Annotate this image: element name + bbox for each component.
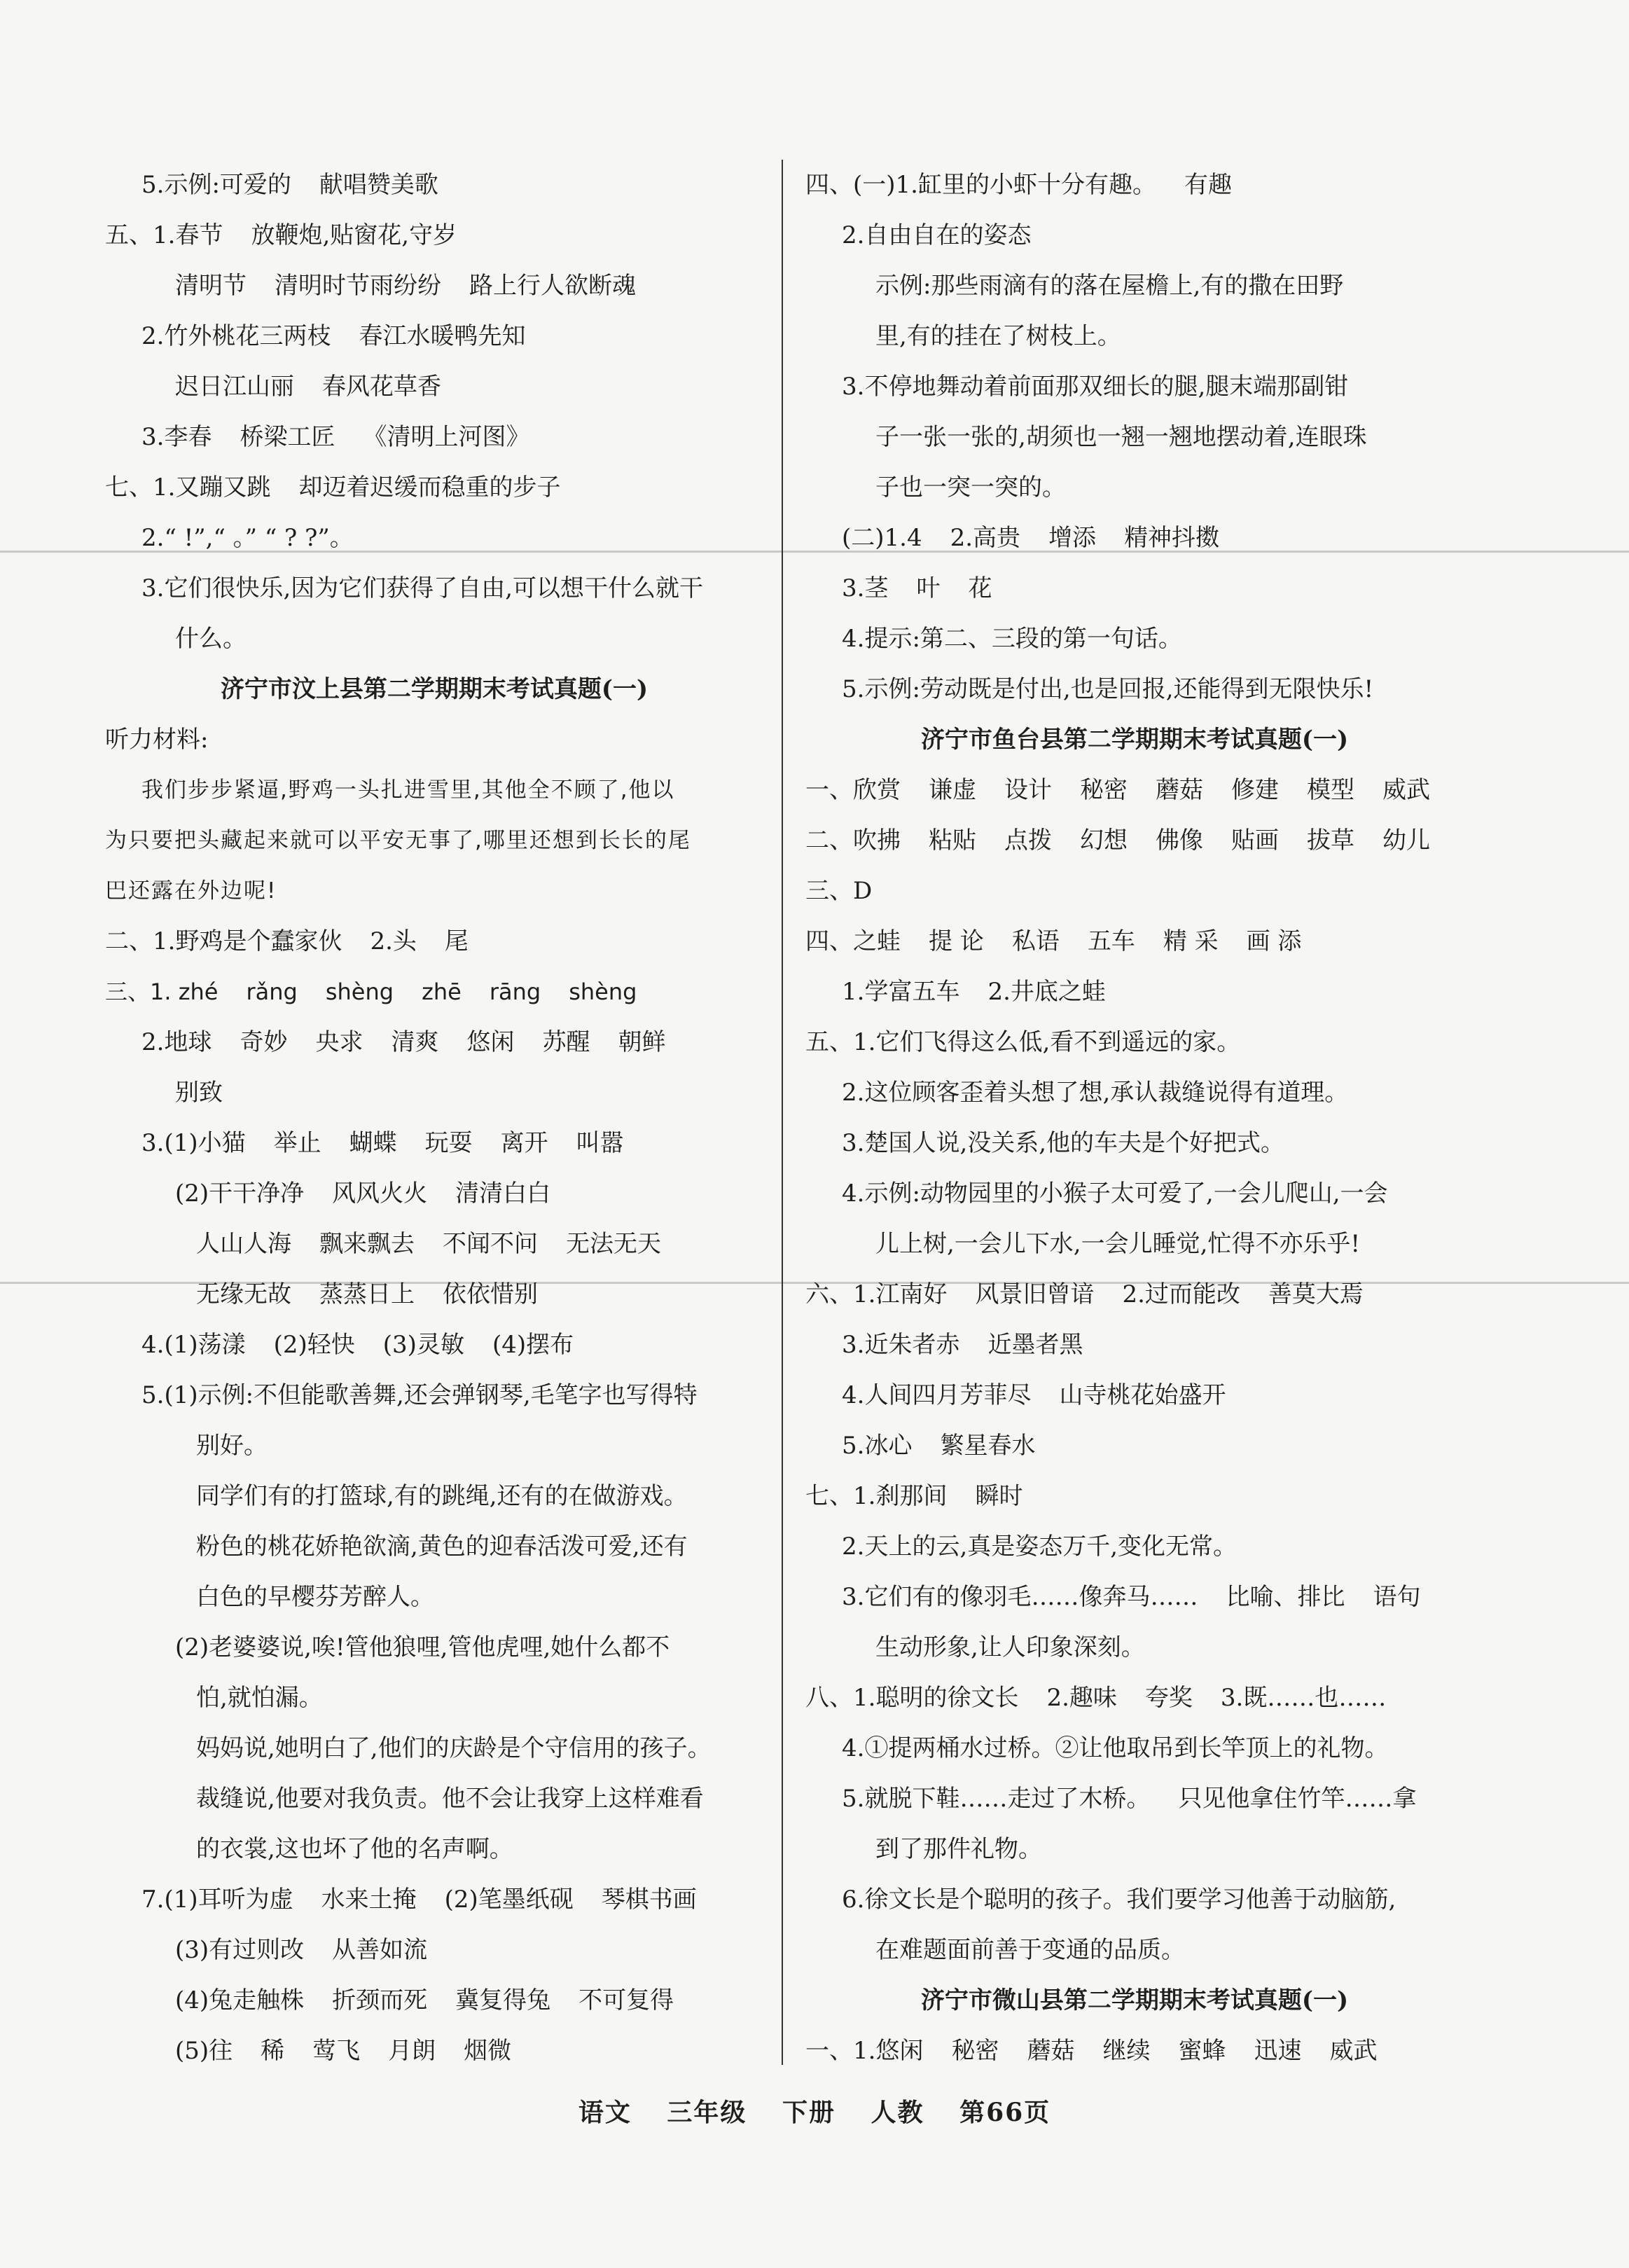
answer-line	[805, 1824, 1464, 1874]
answer-text: 点拨	[1004, 827, 1052, 855]
answer-text: 粘贴	[929, 827, 976, 855]
answer-text: 什么。	[175, 625, 247, 653]
answer-text: 2.高贵	[950, 524, 1021, 552]
answer-text: 听力材料:	[105, 726, 209, 754]
answer-text: 冀复得兔	[455, 1986, 551, 2014]
answer-line	[805, 866, 1464, 916]
answer-line	[805, 1874, 1464, 1925]
answer-text: 放鞭炮,贴窗花,守岁	[251, 221, 457, 249]
answer-line	[805, 1118, 1464, 1168]
answer-text: 2.趣味	[1046, 1684, 1117, 1712]
answer-text: 有趣	[1184, 171, 1232, 199]
answer-line	[105, 1017, 763, 1067]
answer-line	[805, 160, 1464, 210]
answer-text: rǎng	[246, 979, 298, 1005]
answer-line	[805, 210, 1464, 261]
answer-text: 济宁市鱼台县第二学期期末考试真题(一)	[920, 726, 1349, 754]
answer-text: 五、1.它们飞得这么低,看不到遥远的家。	[805, 1028, 1241, 1056]
answer-text: 4.(1)荡漾	[141, 1331, 246, 1359]
answer-text: 依依惜别	[443, 1280, 538, 1308]
answer-text: 蘑菇	[1027, 2037, 1075, 2065]
answer-line	[105, 614, 763, 664]
answer-text: 2.井底之蛙	[987, 978, 1106, 1006]
answer-text: 4.人间四月芳菲尽	[842, 1381, 1032, 1409]
answer-text: 为只要把头藏起来就可以平安无事了,哪里还想到长长的尾	[105, 828, 691, 853]
answer-line	[105, 1572, 763, 1622]
answer-line	[105, 412, 763, 462]
answer-line	[105, 1622, 763, 1673]
answer-text: 叫嚣	[576, 1129, 624, 1157]
answer-line	[105, 1975, 763, 2026]
answer-text: 5.冰心	[842, 1432, 913, 1460]
answer-text: 八、1.聪明的徐文长	[805, 1684, 1019, 1712]
answer-text: 画 添	[1246, 927, 1302, 955]
answer-text: 2.“ !”,“ 。” “ ? ?”。	[141, 524, 354, 552]
answer-text: 威武	[1382, 776, 1430, 804]
answer-line	[105, 361, 763, 412]
answer-line	[105, 1370, 763, 1420]
answer-text: 2.过而能改	[1122, 1280, 1240, 1308]
answer-line	[105, 1471, 763, 1521]
answer-line	[805, 1269, 1464, 1320]
answer-text: 举止	[273, 1129, 321, 1157]
answer-text: 谦虚	[929, 776, 976, 804]
right-column	[805, 160, 1464, 2076]
answer-line	[805, 361, 1464, 412]
answer-text: (3)灵敏	[382, 1331, 464, 1359]
answer-line	[105, 916, 763, 967]
answer-text: rāng	[489, 979, 541, 1005]
answer-text: 琴棋书画	[601, 1886, 697, 1914]
answer-text: 5.就脱下鞋……走过了木桥。	[842, 1785, 1151, 1813]
answer-text: 修建	[1231, 776, 1279, 804]
answer-line	[105, 1521, 763, 1572]
answer-line	[805, 967, 1464, 1017]
answer-line	[805, 614, 1464, 664]
answer-text: 不可复得	[578, 1986, 674, 2014]
answer-text: 清爽	[391, 1028, 439, 1056]
answer-text: 6.徐文长是个聪明的孩子。我们要学习他善于动脑筋,	[842, 1886, 1396, 1914]
answer-text: 5.示例:可爱的	[141, 171, 291, 199]
answer-text: 别好。	[196, 1432, 268, 1460]
answer-text: 朝鲜	[618, 1028, 666, 1056]
answer-text: 增添	[1048, 524, 1097, 552]
answer-text: 3.它们有的像羽毛……像奔马……	[842, 1583, 1198, 1611]
answer-text: 提 论	[929, 927, 984, 955]
answer-text: 五车	[1087, 927, 1135, 955]
answer-text: 七、1.又蹦又跳	[105, 473, 271, 502]
answer-text: 秘密	[1080, 776, 1128, 804]
answer-text: 4.①提两桶水过桥。②让他取吊到长竿顶上的礼物。	[842, 1734, 1389, 1762]
answer-text: 不闻不问	[443, 1230, 538, 1258]
answer-text: 莺飞	[312, 2037, 361, 2065]
answer-line	[805, 412, 1464, 462]
answer-text: 五、1.春节	[105, 221, 223, 249]
answer-text: 四、(一)1.缸里的小虾十分有趣。	[805, 171, 1156, 199]
footer-page-number: 第66页	[959, 2098, 1051, 2127]
answer-line	[105, 563, 763, 614]
answer-text: 稀	[261, 2037, 285, 2065]
footer-subject: 语文	[578, 2098, 632, 2127]
answer-text: 风风火火	[332, 1180, 428, 1208]
answer-line	[105, 1118, 763, 1168]
answer-text: 桥梁工匠	[240, 423, 335, 451]
answer-text: 裁缝说,他要对我负责。他不会让我穿上这样难看	[196, 1785, 704, 1813]
answer-text: 佛像	[1156, 827, 1203, 855]
answer-text: 幼儿	[1382, 827, 1430, 855]
answer-text: 5.(1)示例:不但能歌善舞,还会弹钢琴,毛笔字也写得特	[141, 1381, 698, 1409]
answer-text: 在难题面前善于变通的品质。	[875, 1936, 1185, 1964]
answer-text: 3.(1)小猫	[141, 1129, 246, 1157]
section-title	[105, 664, 763, 714]
answer-text: 央求	[315, 1028, 363, 1056]
answer-line	[105, 1773, 763, 1824]
answer-text: 只见他拿住竹竿……拿	[1178, 1785, 1417, 1813]
footer-edition: 人教	[871, 2098, 924, 2127]
answer-text: 花	[968, 574, 992, 602]
answer-text: 我们步步紧逼,野鸡一头扎进雪里,其他全不顾了,他以	[141, 777, 675, 803]
answer-line	[805, 311, 1464, 361]
answer-line	[105, 815, 763, 866]
answer-text: 一、欣赏	[805, 776, 901, 804]
footer-grade: 三年级	[667, 2098, 747, 2127]
answer-text: 里,有的挂在了树枝上。	[875, 322, 1121, 350]
answer-text: 妈妈说,她明白了,他们的庆龄是个守信用的孩子。	[196, 1734, 712, 1762]
answer-text: 烟微	[464, 2037, 512, 2065]
answer-text: 迟日江山丽	[175, 373, 294, 401]
answer-line	[805, 1420, 1464, 1471]
answer-text: 2.头	[370, 927, 417, 955]
answer-text: 路上行人欲断魂	[469, 272, 636, 300]
answer-text: 七、1.刹那间	[805, 1482, 948, 1510]
answer-text: 二、1.野鸡是个蠢家伙	[105, 927, 342, 955]
answer-line	[805, 765, 1464, 815]
answer-text: 六、1.江南好	[805, 1280, 948, 1308]
answer-text: 3.李春	[141, 423, 212, 451]
answer-line	[105, 1168, 763, 1219]
answer-text: 4.提示:第二、三段的第一句话。	[842, 625, 1182, 653]
answer-text: 蝴蝶	[349, 1129, 397, 1157]
answer-line	[805, 1572, 1464, 1622]
answer-text: 4.示例:动物园里的小猴子太可爱了,一会儿爬山,一会	[842, 1180, 1388, 1208]
section-title	[805, 714, 1464, 765]
answer-text: 繁星春水	[940, 1432, 1036, 1460]
answer-text: 离开	[500, 1129, 548, 1157]
answer-text: 威武	[1329, 2037, 1378, 2065]
answer-line	[105, 1269, 763, 1320]
answer-text: 清明节	[175, 272, 247, 300]
answer-line	[805, 563, 1464, 614]
answer-text: (2)轻快	[273, 1331, 355, 1359]
answer-text: (2)老婆婆说,唉!管他狼哩,管他虎哩,她什么都不	[175, 1633, 670, 1661]
answer-text: 《清明上河图》	[363, 423, 530, 451]
answer-text: 2.这位顾客歪着头想了想,承认裁缝说得有道理。	[842, 1079, 1349, 1107]
answer-text: 精神抖擞	[1124, 524, 1220, 552]
answer-text: shèng	[569, 979, 637, 1005]
answer-line	[105, 160, 763, 210]
answer-text: 3.近朱者赤	[842, 1331, 960, 1359]
answer-text: (二)1.4	[842, 524, 922, 552]
answer-text: 贴画	[1231, 827, 1279, 855]
answer-text: 悠闲	[466, 1028, 515, 1056]
answer-line	[805, 1622, 1464, 1673]
answer-line	[105, 210, 763, 261]
answer-text: 奇妙	[240, 1028, 288, 1056]
answer-line	[105, 1673, 763, 1723]
answer-text: (5)往	[175, 2037, 233, 2065]
page-footer	[0, 2093, 1629, 2129]
answer-text: 同学们有的打篮球,有的跳绳,还有的在做游戏。	[196, 1482, 688, 1510]
answer-line	[105, 866, 763, 916]
answer-text: 从善如流	[332, 1936, 428, 1964]
answer-line	[805, 1067, 1464, 1118]
answer-text: 示例:那些雨滴有的落在屋檐上,有的撒在田野	[875, 272, 1344, 300]
answer-text: 清明时节雨纷纷	[275, 272, 441, 300]
answer-text: 迅速	[1254, 2037, 1302, 2065]
answer-text: 精 采	[1163, 927, 1219, 955]
answer-line	[805, 815, 1464, 866]
answer-line	[805, 1673, 1464, 1723]
answer-text: 3.既……也……	[1220, 1684, 1387, 1712]
answer-text: 模型	[1307, 776, 1354, 804]
answer-text: 春风花草香	[322, 373, 441, 401]
answer-line	[805, 1723, 1464, 1773]
answer-text: 2.自由自在的姿态	[842, 221, 1032, 249]
answer-text: shèng	[325, 979, 394, 1005]
answer-text: 私语	[1011, 927, 1060, 955]
answer-text: 粉色的桃花娇艳欲滴,黄色的迎春活泼可爱,还有	[196, 1533, 688, 1561]
answer-line	[105, 1320, 763, 1370]
answer-text: 怕,就怕漏。	[196, 1684, 323, 1712]
answer-text: 2.地球	[141, 1028, 212, 1056]
answer-text: 拔草	[1307, 827, 1354, 855]
answer-text: 三、D	[805, 877, 873, 905]
answer-line	[105, 714, 763, 765]
answer-text: 蘑菇	[1156, 776, 1203, 804]
answer-text: 济宁市微山县第二学期期末考试真题(一)	[920, 1986, 1349, 2014]
answer-text: 子也一突一突的。	[875, 473, 1066, 502]
answer-text: 3.它们很快乐,因为它们获得了自由,可以想干什么就干	[141, 574, 704, 602]
answer-text: 尾	[444, 927, 469, 955]
answer-line	[805, 1925, 1464, 1975]
answer-text: 山寺桃花始盛开	[1059, 1381, 1226, 1409]
answer-text: 折颈而死	[332, 1986, 428, 2014]
answer-text: 5.示例:劳动既是付出,也是回报,还能得到无限快乐!	[842, 675, 1374, 703]
answer-line	[105, 1723, 763, 1773]
answer-text: 巴还露在外边呢!	[105, 878, 277, 904]
answer-text: 四、之蛙	[805, 927, 901, 955]
answer-text: 夸奖	[1144, 1684, 1193, 1712]
answer-text: 2.竹外桃花三两枝	[141, 322, 331, 350]
answer-text: 秘密	[951, 2037, 999, 2065]
answer-text: 到了那件礼物。	[875, 1835, 1042, 1863]
answer-text: 3.楚国人说,没关系,他的车夫是个好把式。	[842, 1129, 1285, 1157]
answer-text: 的衣裳,这也坏了他的名声啊。	[196, 1835, 513, 1863]
answer-text: 无法无天	[566, 1230, 661, 1258]
answer-text: 蜜蜂	[1178, 2037, 1226, 2065]
answer-line	[805, 916, 1464, 967]
answer-text: 3.茎	[842, 574, 889, 602]
answer-line	[105, 1420, 763, 1471]
answer-text: 水来土掩	[321, 1886, 417, 1914]
answer-text: 子一张一张的,胡须也一翘一翘地摆动着,连眼珠	[875, 423, 1367, 451]
answer-text: 一、1.悠闲	[805, 2037, 924, 2065]
answer-text: 白色的早樱芬芳醉人。	[196, 1583, 434, 1611]
answer-text: 月朗	[388, 2037, 436, 2065]
answer-line	[105, 1874, 763, 1925]
answer-line	[105, 462, 763, 513]
left-column	[105, 160, 763, 2076]
answer-line	[105, 1219, 763, 1269]
answer-text: (3)有过则改	[175, 1936, 305, 1964]
answer-line	[105, 765, 763, 815]
answer-line	[805, 664, 1464, 714]
answer-text: 蒸蒸日上	[319, 1280, 415, 1308]
answer-line	[805, 1773, 1464, 1824]
answer-text: 3.不停地舞动着前面那双细长的腿,腿末端那副钳	[842, 373, 1349, 401]
answer-text: 春江水暖鸭先知	[359, 322, 526, 350]
answer-text: 三、1. zhé	[105, 979, 219, 1005]
answer-text: (4)摆布	[492, 1331, 574, 1359]
answer-text: (4)兔走触株	[175, 1986, 305, 2014]
answer-text: 设计	[1004, 776, 1052, 804]
answer-line	[105, 261, 763, 311]
answer-text: 飘来飘去	[319, 1230, 415, 1258]
answer-text: (2)干干净净	[175, 1180, 305, 1208]
answer-line	[805, 513, 1464, 563]
answer-line	[805, 462, 1464, 513]
answer-line	[805, 2026, 1464, 2076]
answer-text: 无缘无故	[196, 1280, 291, 1308]
answer-text: 瞬时	[975, 1482, 1023, 1510]
answer-text: (2)笔墨纸砚	[444, 1886, 574, 1914]
answer-text: zhē	[422, 979, 462, 1005]
answer-text: 玩耍	[424, 1129, 473, 1157]
answer-line	[805, 1320, 1464, 1370]
answer-line	[805, 1017, 1464, 1067]
answer-text: 风景旧曾谙	[975, 1280, 1095, 1308]
answer-line	[105, 513, 763, 563]
answer-text: 叶	[916, 574, 941, 602]
answer-line	[805, 1521, 1464, 1572]
answer-line	[805, 1370, 1464, 1420]
answer-line	[805, 1168, 1464, 1219]
answer-text: 善莫大焉	[1268, 1280, 1364, 1308]
answer-text: 近墨者黑	[987, 1331, 1083, 1359]
answer-text: 济宁市汶上县第二学期期末考试真题(一)	[220, 675, 649, 703]
answer-line	[805, 1471, 1464, 1521]
answer-text: 1.学富五车	[842, 978, 960, 1006]
answer-text: 语句	[1373, 1583, 1421, 1611]
answer-text: 人山人海	[196, 1230, 291, 1258]
answer-line	[805, 261, 1464, 311]
answer-line	[105, 967, 763, 1017]
answer-text: 2.天上的云,真是姿态万千,变化无常。	[842, 1533, 1238, 1561]
answer-text: 比喻、排比	[1226, 1583, 1345, 1611]
answer-line	[105, 2026, 763, 2076]
answer-text: 却迈着迟缓而稳重的步子	[298, 473, 561, 502]
answer-text: 清清白白	[455, 1180, 551, 1208]
answer-line	[105, 1925, 763, 1975]
answer-text: 献唱赞美歌	[319, 171, 438, 199]
answer-text: 继续	[1102, 2037, 1151, 2065]
answer-text: 幻想	[1080, 827, 1128, 855]
answer-text: 7.(1)耳听为虚	[141, 1886, 293, 1914]
answer-text: 生动形象,让人印象深刻。	[875, 1633, 1145, 1661]
answer-line	[105, 1824, 763, 1874]
answer-line	[105, 311, 763, 361]
answer-line	[805, 1219, 1464, 1269]
footer-volume: 下册	[782, 2098, 836, 2127]
answer-text: 二、吹拂	[805, 827, 901, 855]
section-title	[805, 1975, 1464, 2026]
answer-text: 别致	[175, 1079, 223, 1107]
column-divider	[782, 160, 783, 2065]
answer-text: 苏醒	[542, 1028, 590, 1056]
answer-line	[105, 1067, 763, 1118]
answer-text: 儿上树,一会儿下水,一会儿睡觉,忙得不亦乐乎!	[875, 1230, 1361, 1258]
